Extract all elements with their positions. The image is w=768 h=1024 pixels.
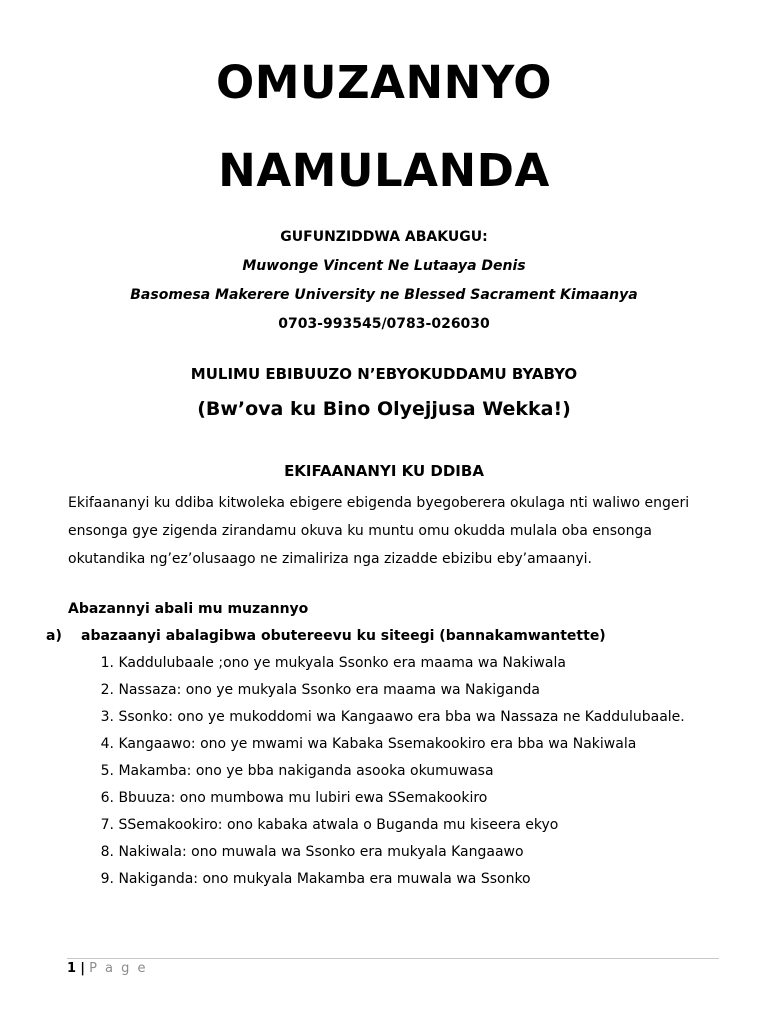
list-item-text: Bbuuza: ono mumbowa mu lubiri ewa SSemakookiro xyxy=(118,790,488,806)
list-item xyxy=(80,707,685,734)
cast-subheading xyxy=(46,626,606,646)
list-item xyxy=(80,815,685,842)
footer-divider xyxy=(67,958,719,959)
list-item-text: Kangaawo: ono ye mwami wa Kabaka Ssemakookiro era bba wa Nakiwala xyxy=(118,736,637,752)
list-item-text: SSemakookiro: ono kabaka atwala o Buganda mu kiseera ekyo xyxy=(118,817,559,833)
cast-list xyxy=(80,653,685,896)
section-heading: MULIMU EBIBUUZO N’EBYOKUDDAMU BYABYO xyxy=(190,365,578,383)
summary-paragraph: Ekifaananyi ku ddiba kitwoleka ebigere ebigenda byegoberera okulaga nti waliwo engeri ensonga gye zigenda zirandamu okuva ku muntu omu okudda mulala oba ensonga okutandika ng’ez’olusaago ne zimaliriza nga zizadde ebizibu eby’amaanyi. xyxy=(68,495,690,567)
list-item-text: Makamba: ono ye bba nakiganda asooka okumuwasa xyxy=(118,763,494,779)
subtitle: (Bw’ova ku Bino Olyejjusa Wekka!) xyxy=(197,398,571,420)
page-label: P a g e xyxy=(89,961,148,976)
list-item-text: Nakiganda: ono mukyala Makamba era muwala wa Ssonko xyxy=(118,871,531,887)
list-item-number: 7. xyxy=(100,817,114,833)
list-item-number: 8. xyxy=(100,844,114,860)
list-item-number: 5. xyxy=(100,763,114,779)
footer-separator: | xyxy=(80,961,85,976)
credits-authors: Muwonge Vincent Ne Lutaaya Denis xyxy=(242,258,526,274)
summary-heading: EKIFAANANYI KU DDIBA xyxy=(284,462,484,480)
list-item-number: 2. xyxy=(100,682,114,698)
credits-phones: 0703-993545/0783-026030 xyxy=(278,316,490,332)
list-item xyxy=(80,869,685,896)
list-item xyxy=(80,734,685,761)
list-item-text: Nassaza: ono ye mukyala Ssonko era maama wa Nakiganda xyxy=(118,682,540,698)
list-item-number: 1. xyxy=(100,655,114,671)
list-item-text: Kaddulubaale ;ono ye mukyala Ssonko era maama wa Nakiwala xyxy=(118,655,566,671)
list-item-number: 6. xyxy=(100,790,114,806)
page-number: 1 xyxy=(67,961,77,976)
credits-affiliation: Basomesa Makerere University ne Blessed Sacrament Kimaanya xyxy=(130,287,638,303)
list-item xyxy=(80,761,685,788)
title-line-2: NAMULANDA xyxy=(218,144,550,197)
cast-heading: Abazannyi abali mu muzannyo xyxy=(68,601,309,617)
list-item xyxy=(80,788,685,815)
list-item xyxy=(80,842,685,869)
list-item-number: 9. xyxy=(100,871,114,887)
page-footer xyxy=(67,960,148,978)
subheading-marker: a) xyxy=(46,628,62,644)
credits-heading: GUFUNZIDDWA ABAKUGU: xyxy=(280,229,488,245)
list-item xyxy=(80,680,685,707)
list-item-number: 3. xyxy=(100,709,114,725)
subheading-text: abazaanyi abalagibwa obutereevu ku siteegi (bannakamwantette) xyxy=(81,628,606,644)
list-item xyxy=(80,653,685,680)
list-item-number: 4. xyxy=(100,736,114,752)
title-line-1: OMUZANNYO xyxy=(215,56,553,109)
list-item-text: Nakiwala: ono muwala wa Ssonko era mukyala Kangaawo xyxy=(118,844,524,860)
list-item-text: Ssonko: ono ye mukoddomi wa Kangaawo era bba wa Nassaza ne Kaddulubaale. xyxy=(118,709,685,725)
